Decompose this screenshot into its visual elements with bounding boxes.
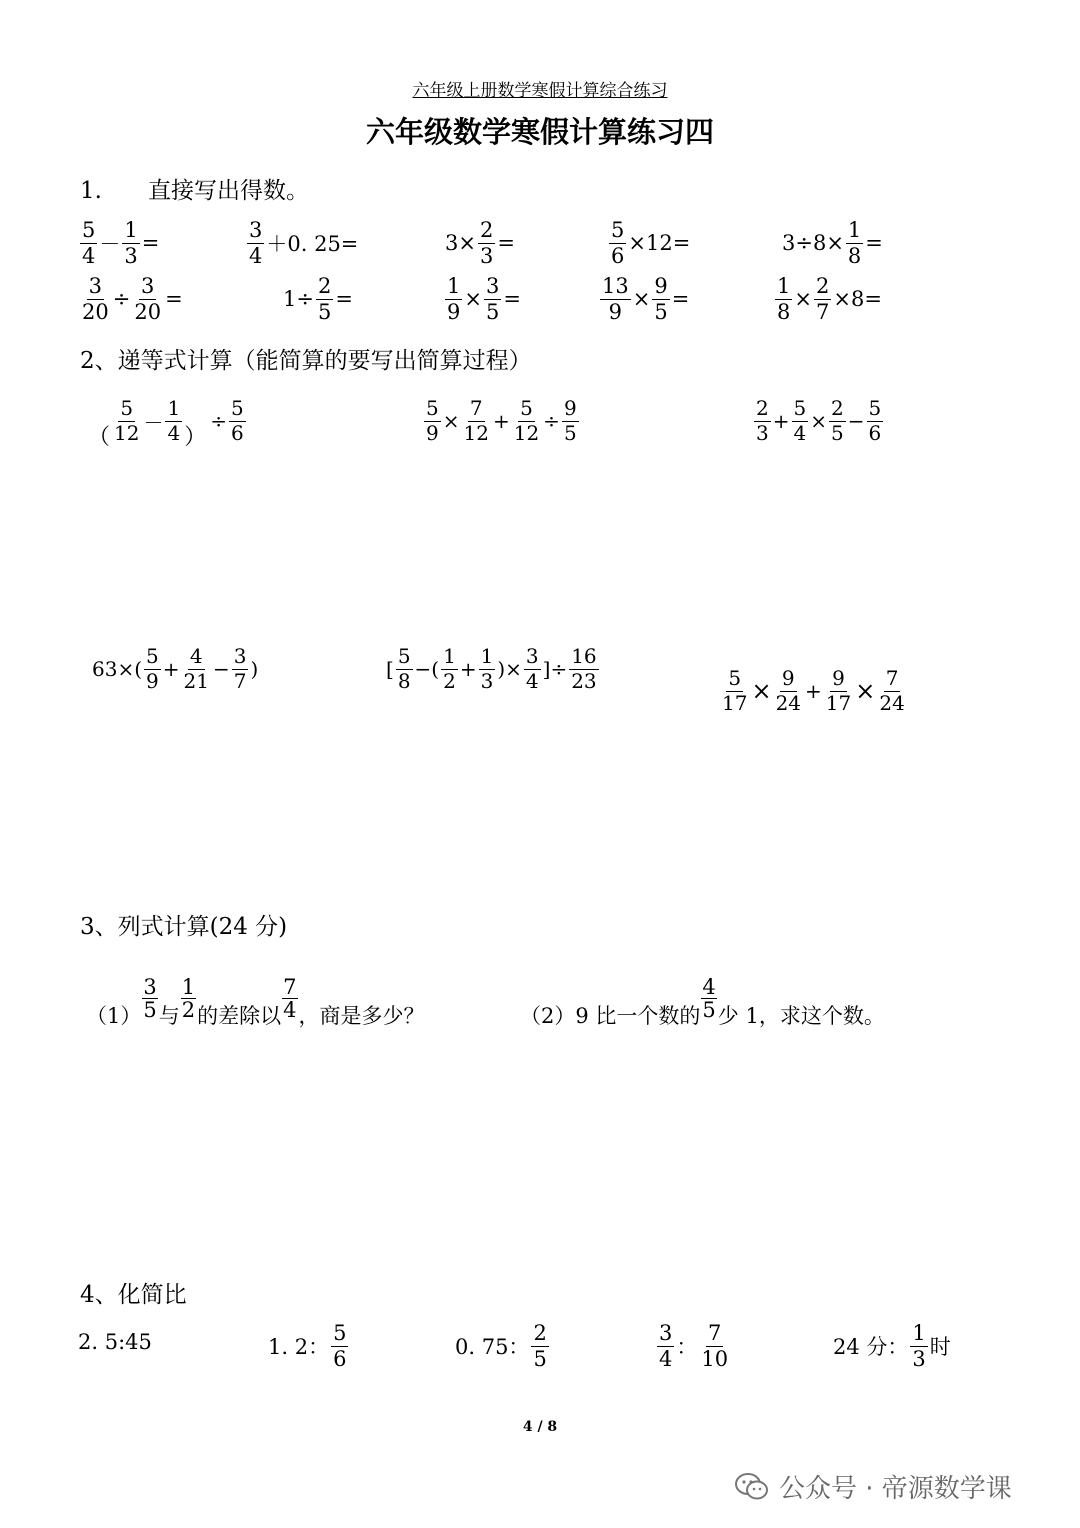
s1-row1-item2: 3 4 ＋0. 25= xyxy=(249,218,359,268)
s1-row2-item1: $\frac{3}{20}$ ÷ $\frac{3}{20}$ = xyxy=(82,274,183,324)
s2-expr5: [ 5 8 −( 1 2 + $\frac{1}{3}$ )× $\frac{3}{4}$ ]÷ $\frac{16}{23}$ xyxy=(386,644,597,693)
s1-row2-item2: 1÷ $\frac{2}{5}$ = xyxy=(283,274,353,324)
wechat-icon xyxy=(735,1472,769,1502)
s1-row1-item3: 3× $\frac{2}{3}$ = xyxy=(445,218,515,268)
s1-row1-item4: $\frac{5}{6}$ ×12= xyxy=(611,218,691,268)
s4-ratio5: 24 分： 1 3 时 xyxy=(833,1321,951,1371)
worksheet-title: 六年级数学寒假计算练习四 xyxy=(365,115,714,149)
s2-expr1: （ 5 12 － 1 4 ） ÷ $\frac{5}{6}$ xyxy=(88,396,244,450)
page-header: 六年级上册数学寒假计算综合练习 xyxy=(412,81,668,101)
section-1-heading: 1. 直接写出得数。 xyxy=(80,178,309,204)
s1-row2-item4: $\frac{13}{9}$ × $\frac{9}{5}$ = xyxy=(602,274,690,324)
s4-ratio1: 2. 5:45 xyxy=(78,1330,152,1354)
s2-expr6: $\frac{5}{17}$ × $\frac{9}{24}$ + $\frac{9}{17}$ × $\frac{7}{24}$ xyxy=(722,666,905,715)
watermark xyxy=(735,1468,1012,1505)
watermark-text: 公众号 · 帝源数学课 xyxy=(779,1474,1012,1504)
s4-ratio2: 1. 2： 5 6 xyxy=(268,1321,347,1371)
section-4-heading: 4、化简比 xyxy=(80,1282,187,1308)
s3-question1: （1） 3 5 与 1 2 的差除以 7 4 ，商是多少？ xyxy=(86,975,425,1028)
s3-question2: （2）9 比一个数的 4 5 少 1，求这个数。 xyxy=(520,975,885,1028)
s1-row2-item5: $\frac{1}{8}$ × $\frac{2}{7}$ ×8= xyxy=(777,274,882,324)
s2-expr2: $\frac{5}{9}$ × $\frac{7}{12}$ + $\frac{5}{12}$ ÷ $\frac{9}{5}$ xyxy=(426,396,577,445)
s1-row1-item1: 5 4 － $\frac{1}{3}$ = xyxy=(82,218,160,268)
s4-ratio3: 0. 75： 2 5 xyxy=(455,1321,547,1371)
s1-row1-item5: 3÷8× $\frac{1}{8}$ = xyxy=(782,218,883,268)
page-number: 4 / 8 xyxy=(522,1419,558,1435)
section-3-heading: 3、列式计算(24 分) xyxy=(80,914,288,940)
section-2-heading: 2、递等式计算（能简算的要写出简算过程） xyxy=(80,348,532,374)
s1-row2-item3: $\frac{1}{9}$ × $\frac{3}{5}$ = xyxy=(447,274,521,324)
s2-expr3: 2 3 + $\frac{5}{4}$ × $\frac{2}{5}$ − $\frac{5}{6}$ xyxy=(756,396,882,445)
s2-expr4: 63×( 5 9 + $\frac{4}{21}$ − $\frac{3}{7}$ ) xyxy=(92,644,259,693)
s4-ratio4: 3 4 ： 7 10 xyxy=(659,1321,729,1371)
